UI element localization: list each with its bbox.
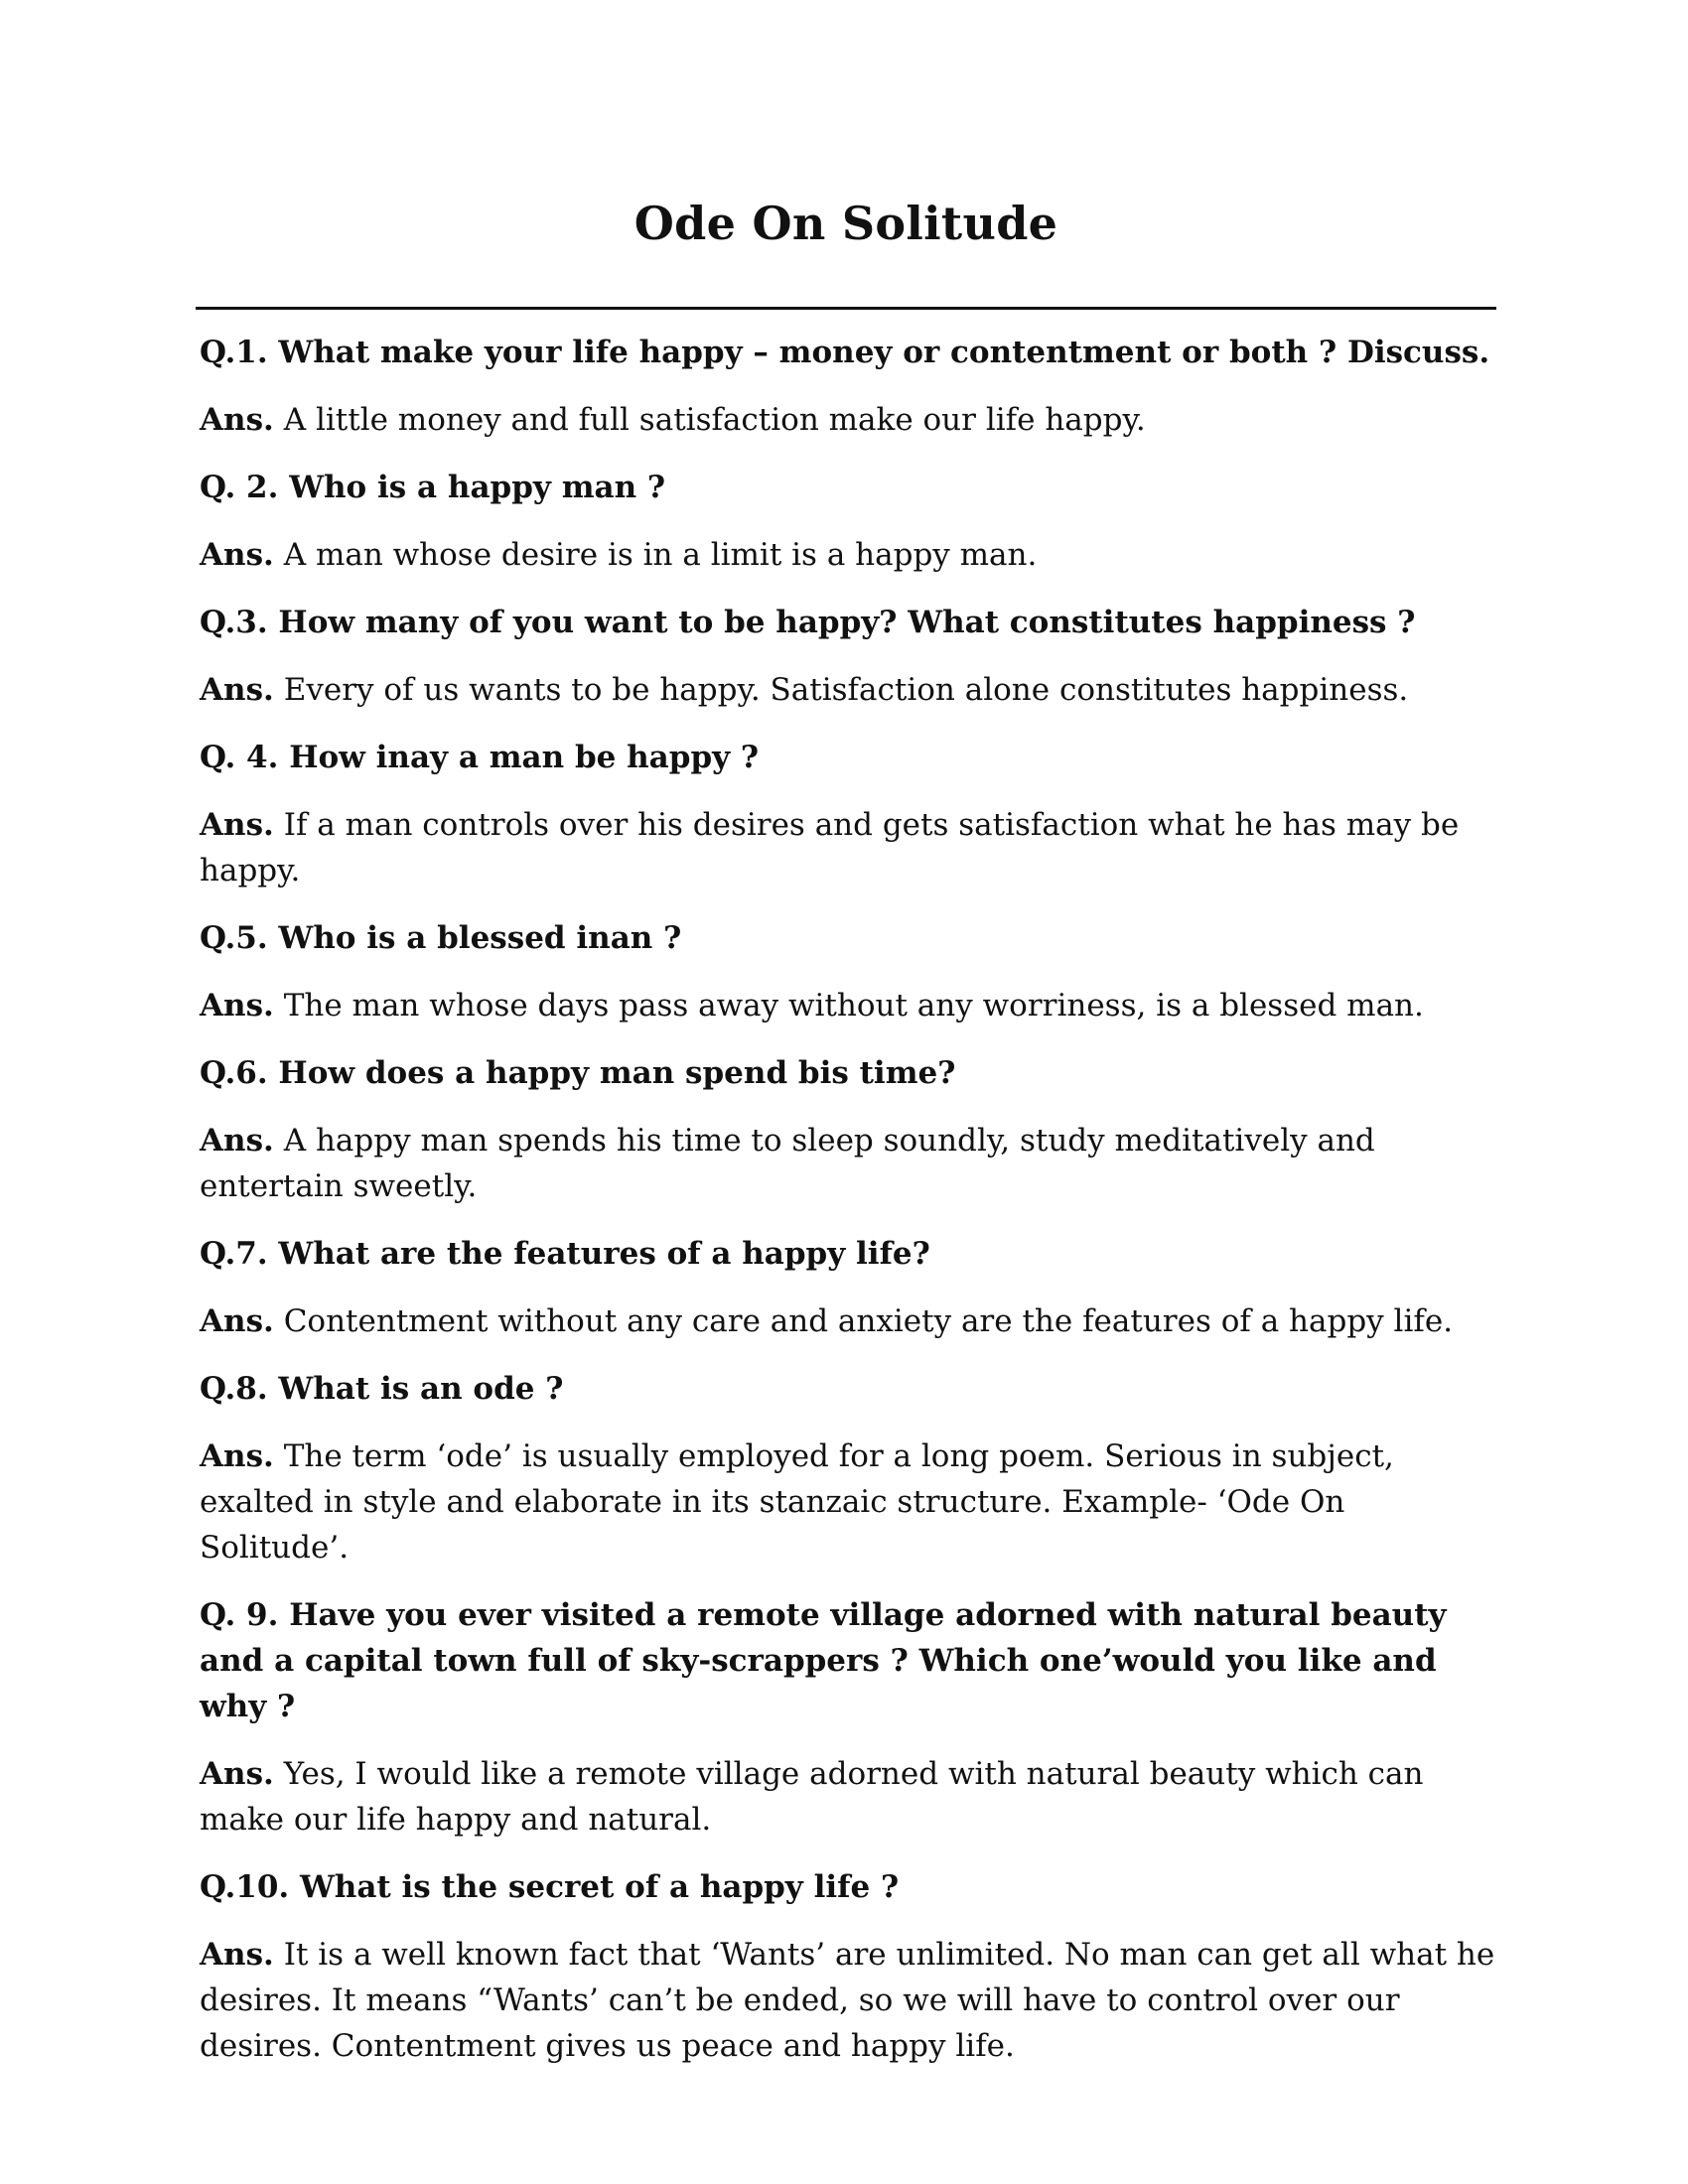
answer-text: Contentment without any care and anxiety are the features of a happy life. [283, 1303, 1454, 1339]
answer-label: Ans. [200, 1756, 274, 1792]
question-8: Q.8. What is an ode ? [200, 1371, 564, 1407]
answer-text: It is a well known fact that ‘Wants’ are unlimited. No man can get all what he desires. It means “Wants’ can’t be ended, so we will have to control over our desires. Contentment gives us peace and happy life. [200, 1937, 1495, 2064]
answer-label: Ans. [200, 402, 274, 438]
question-10: Q.10. What is the secret of a happy life ? [200, 1869, 900, 1905]
question-7: Q.7. What are the features of a happy life? [200, 1236, 930, 1272]
answer-label: Ans. [200, 1303, 274, 1339]
answer-label: Ans. [200, 988, 274, 1024]
answer-8 [200, 1433, 1496, 1570]
answer-text: If a man controls over his desires and gets satisfaction what he has may be happy. [200, 807, 1460, 888]
answer-label: Ans. [200, 1123, 274, 1159]
qa-list [200, 330, 1496, 2091]
question-3: Q.3. How many of you want to be happy? What constitutes happiness ? [200, 605, 1416, 640]
question-5: Q.5. Who is a blessed inan ? [200, 920, 682, 956]
answer-text: A man whose desire is in a limit is a happy man. [283, 537, 1038, 573]
answer-3 [200, 667, 1496, 713]
answer-6 [200, 1118, 1496, 1209]
answer-label: Ans. [200, 807, 274, 843]
answer-text: Yes, I would like a remote village adorned with natural beauty which can make our life happy and natural. [200, 1756, 1424, 1838]
question-9: Q. 9. Have you ever visited a remote village adorned with natural beauty and a capital town full of sky-scrappers ? Which one’would you like and why ? [200, 1597, 1447, 1724]
question-2: Q. 2. Who is a happy man ? [200, 470, 666, 505]
document-title: Ode On Solitude [633, 197, 1058, 250]
answer-text: Every of us wants to be happy. Satisfaction alone constitutes happiness. [283, 672, 1409, 708]
answer-label: Ans. [200, 672, 274, 708]
title-divider [196, 307, 1496, 310]
answer-text: A happy man spends his time to sleep soundly, study meditatively and entertain sweetly. [200, 1123, 1375, 1204]
answer-5 [200, 983, 1496, 1028]
answer-7 [200, 1298, 1496, 1344]
answer-text: The man whose days pass away without any worriness, is a blessed man. [283, 988, 1424, 1024]
answer-10 [200, 1932, 1496, 2069]
answer-2 [200, 532, 1496, 578]
answer-text: The term ‘ode’ is usually employed for a long poem. Serious in subject, exalted in style and elaborate in its stanzaic structure. Example- ‘Ode On Solitude’. [200, 1438, 1394, 1566]
question-1: Q.1. What make your life happy – money or contentment or both ? Discuss. [200, 335, 1490, 370]
answer-label: Ans. [200, 1438, 274, 1474]
question-4: Q. 4. How inay a man be happy ? [200, 740, 760, 775]
question-6: Q.6. How does a happy man spend bis time? [200, 1055, 956, 1091]
answer-label: Ans. [200, 537, 274, 573]
answer-text: A little money and full satisfaction make our life happy. [283, 402, 1146, 438]
answer-4 [200, 802, 1496, 893]
answer-1 [200, 397, 1496, 443]
answer-9 [200, 1751, 1496, 1843]
answer-label: Ans. [200, 1937, 274, 1973]
